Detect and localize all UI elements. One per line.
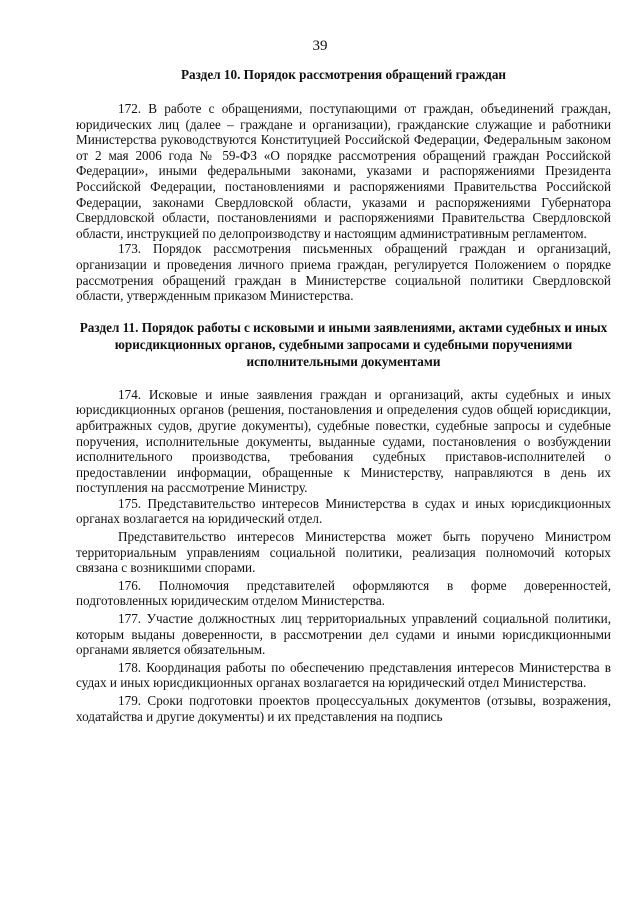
page-number: 39: [312, 38, 328, 54]
paragraph-179: 179. Сроки подготовки проектов процессуальных документов (отзывы, возражения, ходатайства и другие документы) и их представления на подпись: [76, 693, 611, 724]
paragraph-172: 172. В работе с обращениями, поступающими от граждан, объединений граждан, юридических лиц (далее – граждане и организации), гражданские служащие и работники Министерства руководствуются Конституцией Российской Федерации, Федеральным законом от 2 мая 2006 года № 59-ФЗ «О порядке рассмотрения обращений граждан Российской Федерации», иными федеральными законами, указами и распоряжениями Президента Российской Федерации, постановлениями и распоряжениями Правительства Российской Федерации, законами Свердловской области, указами и распоряжениями Губернатора Свердловской области, постановлениями и распоряжениями Правительства Свердловской области, инструкцией по делопроизводству и настоящим административным регламентом.: [76, 101, 611, 241]
paragraph-173: 173. Порядок рассмотрения письменных обращений граждан и организаций, организации и проведения личного приема граждан, регулируется Положением о порядке рассмотрения обращений граждан в Министерстве социальной политики Свердловской области, утвержденным приказом Министерства.: [76, 241, 611, 304]
section-11-title: Раздел 11. Порядок работы с исковыми и иными заявлениями, актами судебных и иных юрисдикционных органов, судебными запросами и судебными поручениями исполнительными документами: [79, 319, 608, 369]
paragraph-176: 176. Полномочия представителей оформляются в форме доверенностей, подготовленных юридическим отделом Министерства.: [76, 577, 611, 609]
section-10-title: Раздел 10. Порядок рассмотрения обращений граждан: [180, 67, 507, 82]
document-body: [76, 66, 611, 724]
paragraph-175-continuation: Представительство интересов Министерства может быть поручено Министром территориальным управлениям социальной политики, реализация полномочий которых связана с возникшими спорами.: [76, 529, 611, 576]
paragraph-175: 175. Представительство интересов Министерства в судах и иных юрисдикционных органах возлагается на юридический отдел.: [76, 495, 611, 527]
paragraph-177: 177. Участие должностных лиц территориальных управлений социальной политики, которым выданы доверенности, в рассмотрении дел судами и иными юрисдикционными органами является обязательным.: [76, 611, 611, 658]
paragraph-178: 178. Координация работы по обеспечению представления интересов Министерства в судах и иных юрисдикционных органах возлагается на юридический отдел Министерства.: [76, 659, 611, 691]
paragraph-174: 174. Исковые и иные заявления граждан и организаций, акты судебных и иных юрисдикционных органов (решения, постановления и определения судов общей юрисдикции, арбитражных судов, другие документы), судебные повестки, судебные запросы и судебные поручения, исполнительные документы, выданные судами, постановления о возбуждении исполнительного производства, требования судебных приставов-исполнителей о предоставлении информации, обращенные к Министерству, направляются в день их поступления на рассмотрение Министру.: [76, 386, 611, 496]
